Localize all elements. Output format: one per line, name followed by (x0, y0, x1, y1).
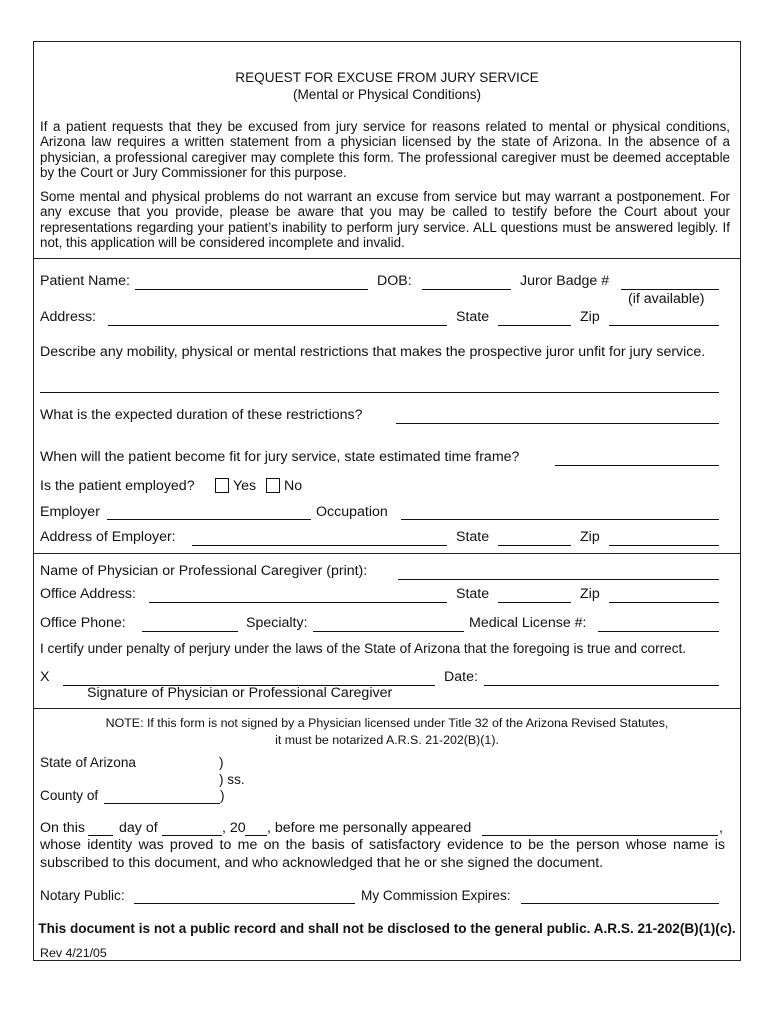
notary-note-line-1: NOTE: If this form is not signed by a Physician licensed under Title 32 of the Arizona Revised Statutes, (105, 716, 669, 730)
date-field[interactable] (484, 685, 719, 686)
date-label: Date: (444, 669, 478, 685)
office-zip-label: Zip (580, 586, 600, 602)
employer-address-label: Address of Employer: (40, 529, 176, 545)
office-phone-label: Office Phone: (40, 615, 126, 631)
commission-expires-field[interactable] (521, 903, 719, 904)
employer-address-field[interactable] (192, 545, 447, 546)
office-zip-field[interactable] (609, 602, 719, 603)
venue-paren-3: ) (220, 788, 225, 803)
restrictions-label: Describe any mobility, physical or mental restrictions that makes the prospective juror unfit for jury service. (40, 344, 706, 360)
revision-date: Rev 4/21/05 (40, 946, 107, 960)
office-state-label: State (456, 586, 490, 602)
address-field[interactable] (108, 325, 447, 326)
state-label: State (456, 309, 490, 325)
occupation-label: Occupation (316, 504, 388, 520)
appeared-label: , before me personally appeared (267, 820, 472, 836)
specialty-field[interactable] (313, 631, 464, 632)
office-address-field[interactable] (149, 602, 447, 603)
employer-field[interactable] (107, 519, 311, 520)
identity-statement: whose identity was proved to me on the basis of satisfactory evidence to be the person whose name is subscribed to this document, and who acknowledged that he or she signed the document. (40, 837, 725, 871)
employer-label: Employer (40, 504, 100, 520)
state-field[interactable] (498, 325, 571, 326)
yes-label: Yes (233, 478, 257, 494)
section-divider-3 (33, 708, 741, 709)
day-field[interactable] (88, 835, 113, 836)
venue-ss: ) ss. (219, 772, 245, 787)
form-subtitle: (Mental or Physical Conditions) (292, 87, 482, 102)
dob-label: DOB: (377, 273, 412, 289)
employed-yes-checkbox[interactable] (215, 478, 229, 493)
public-record-disclaimer: This document is not a public record and shall not be disclosed to the general public. A.R.S. 21-202(B)(1)(c). (38, 921, 736, 936)
appeared-name-field[interactable] (482, 835, 718, 836)
intro-paragraph-1: If a patient requests that they be excused from jury service for reasons related to mental or physical conditions, Arizona law requires a written statement from a physician licensed by the state of Arizona. In the absence of a physician, a professional caregiver may complete this form. The professional caregiver must be deemed acceptable by the Court or Jury Commissioner for this purpose. (40, 119, 730, 181)
on-this-label: On this (40, 820, 85, 836)
duration-label: What is the expected duration of these restrictions? (40, 407, 363, 423)
occupation-field[interactable] (401, 519, 719, 520)
patient-name-label: Patient Name: (40, 273, 130, 289)
fit-date-field[interactable] (555, 465, 719, 466)
signature-x-mark: X (40, 669, 50, 685)
section-divider-2 (33, 553, 741, 554)
employer-state-label: State (456, 529, 490, 545)
intro-paragraph-2: Some mental and physical problems do not warrant an excuse from service but may warrant a postponement. For any excuse that you provide, please be aware that you may be called to testify before the Court about your representations regarding your patient’s inability to perform jury service. ALL questions must be answered legibly. If not, this application will be considered incomplete and invalid. (40, 189, 730, 251)
county-label: County of (40, 788, 99, 803)
employer-zip-field[interactable] (609, 545, 719, 546)
dob-field[interactable] (422, 289, 511, 290)
state-of-arizona-label: State of Arizona (40, 755, 136, 770)
medical-license-label: Medical License #: (469, 615, 587, 631)
restrictions-field[interactable] (40, 392, 719, 393)
employer-zip-label: Zip (580, 529, 600, 545)
employer-state-field[interactable] (498, 545, 571, 546)
signature-caption: Signature of Physician or Professional Caregiver (87, 685, 393, 701)
fit-date-label: When will the patient become fit for jury service, state estimated time frame? (40, 449, 520, 465)
address-label: Address: (40, 309, 96, 325)
physician-name-label: Name of Physician or Professional Caregiver (print): (40, 563, 368, 579)
certify-statement: I certify under penalty of perjury under the laws of the State of Arizona that the foregoing is true and correct. (40, 641, 687, 656)
form-title: REQUEST FOR EXCUSE FROM JURY SERVICE (235, 70, 539, 85)
medical-license-field[interactable] (598, 631, 719, 632)
employed-label: Is the patient employed? (40, 478, 195, 494)
juror-badge-label: Juror Badge # (520, 273, 610, 289)
notary-public-label: Notary Public: (40, 888, 125, 903)
commission-expires-label: My Commission Expires: (361, 888, 511, 903)
section-divider-1 (33, 258, 741, 259)
office-state-field[interactable] (498, 602, 571, 603)
zip-field[interactable] (609, 325, 719, 326)
patient-name-field[interactable] (135, 289, 368, 290)
month-field[interactable] (162, 835, 222, 836)
duration-field[interactable] (396, 423, 719, 424)
year-prefix: , 20 (222, 820, 246, 836)
no-label: No (284, 478, 303, 494)
county-field[interactable] (104, 803, 220, 804)
employed-no-checkbox[interactable] (266, 478, 280, 493)
appeared-comma: , (719, 820, 723, 836)
zip-label: Zip (580, 309, 600, 325)
year-field[interactable] (245, 835, 267, 836)
notary-public-field[interactable] (134, 903, 355, 904)
day-of-label: day of (119, 820, 158, 836)
juror-badge-field[interactable] (621, 289, 719, 290)
office-phone-field[interactable] (142, 631, 238, 632)
office-address-label: Office Address: (40, 586, 136, 602)
specialty-label: Specialty: (246, 615, 308, 631)
venue-paren-1: ) (219, 755, 224, 770)
physician-name-field[interactable] (398, 579, 719, 580)
badge-note: (if available) (628, 291, 705, 307)
notary-note-line-2: it must be notarized A.R.S. 21-202(B)(1). (275, 733, 499, 747)
